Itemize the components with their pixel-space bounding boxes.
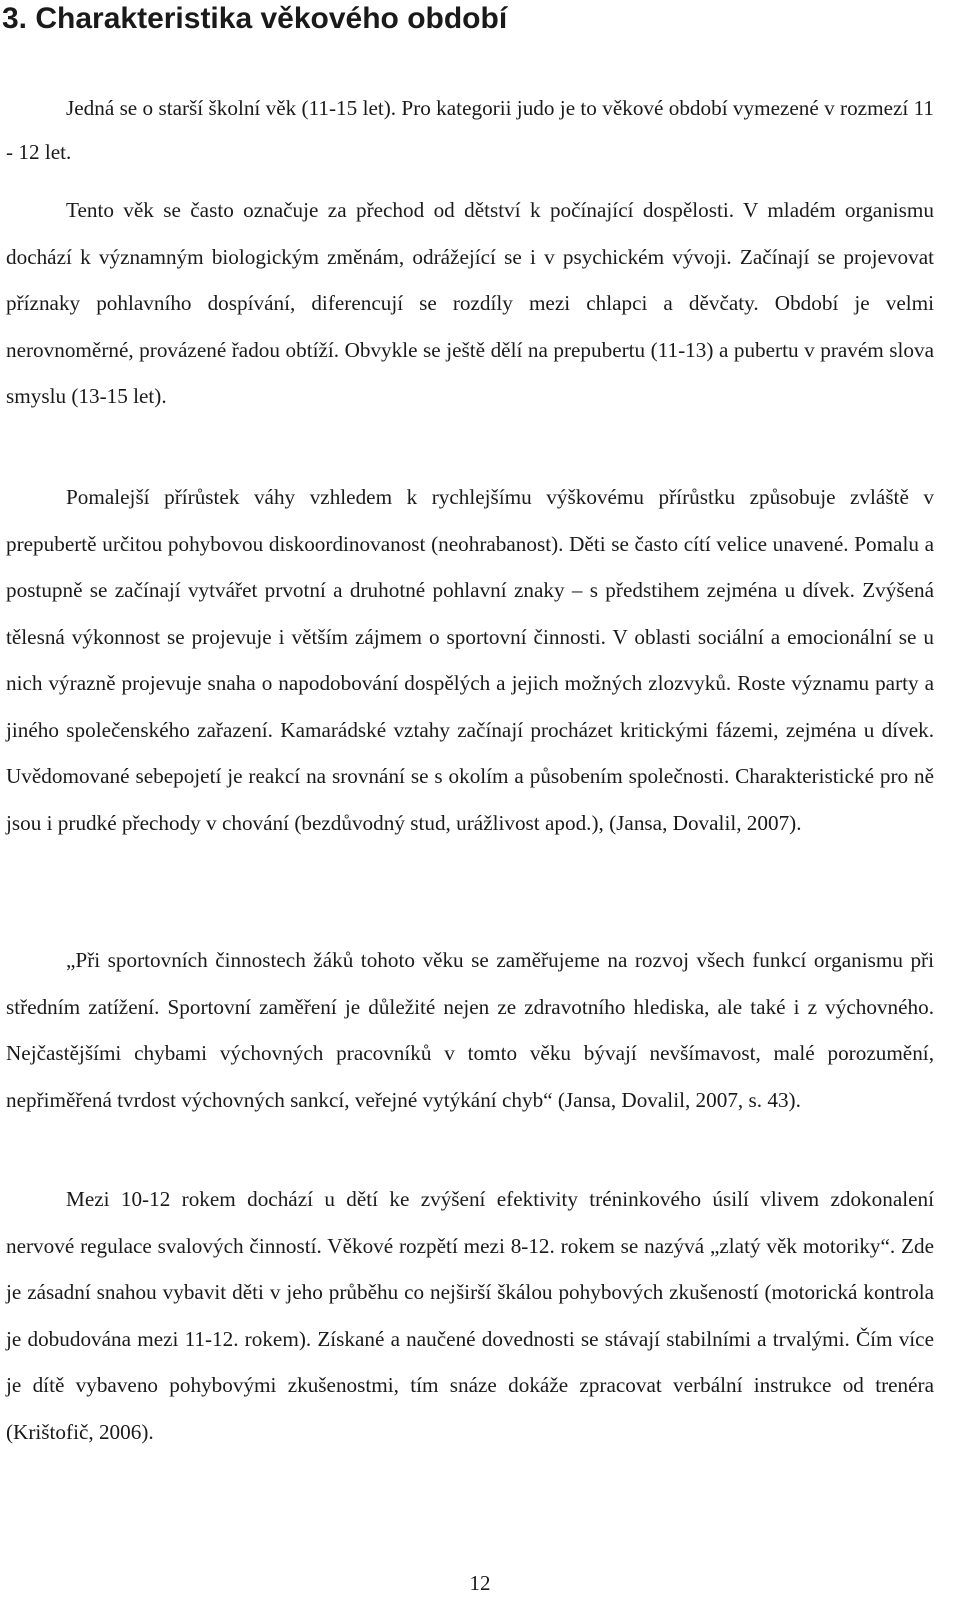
paragraph-motor-golden-age: Mezi 10-12 rokem dochází u dětí ke zvýšení efektivity tréninkového úsilí vlivem zdokonalení nervové regulace svalových činností. Věkové rozpětí mezi 8-12. rokem se nazývá „zlatý věk motoriky“. Zde je zásadní snahou vybavit děti v jeho průběhu co nejširší škálou pohybových zkušeností (motorická kontrola je dobudována mezi 11-12. rokem). Získané a naučené dovednosti se stávají stabilními a trvalými. Čím více je dítě vybaveno pohybovými zkušenostmi, tím snáze dokáže zpracovat verbální instrukce od trenéra (Krištofič, 2006). <box>6 1187 934 1444</box>
paragraph-age-definition: Jedná se o starší školní věk (11-15 let). Pro kategorii judo je to věkové období vymezené v rozmezí 11 - 12 let. <box>6 96 934 164</box>
section-heading: 3. Charakteristika věkového období <box>2 2 508 35</box>
page-number: 12 <box>469 1571 491 1595</box>
paragraph-physical-changes: Pomalejší přírůstek váhy vzhledem k rychlejšímu výškovému přírůstku způsobuje zvláště v prepubertě určitou pohybovou diskoordinovanost (neohrabanost). Děti se často cítí velice unavené. Pomalu a postupně se začínají vytvářet prvotní a druhotné pohlavní znaky – s předstihem zejména u dívek. Zvýšená tělesná výkonnost se projevuje i větším zájmem o sportovní činnosti. V oblasti sociální a emocionální se u nich výrazně projevuje snaha o napodobování dospělých a jejich možných zlozvyků. Roste významu party a jiného společenského zařazení. Kamarádské vztahy začínají procházet kritickými fázemi, zejména u dívek. Uvědomované sebepojetí je reakcí na srovnání se s okolím a působením společnosti. Charakteristické pro ně jsou i prudké přechody v chování (bezdůvodný stud, urážlivost apod.), (Jansa, Dovalil, 2007). <box>6 485 934 835</box>
paragraph-quote: „Při sportovních činnostech žáků tohoto věku se zaměřujeme na rozvoj všech funkcí organismu při středním zatížení. Sportovní zaměření je důležité nejen ze zdravotního hlediska, ale také i z výchovného. Nejčastějšími chybami výchovných pracovníků v tomto věku bývají nevšímavost, malé porozumění, nepřiměřená tvrdost výchovných sankcí, veřejné vytýkání chyb“ (Jansa, Dovalil, 2007, s. 43). <box>6 948 934 1112</box>
paragraph-transition: Tento věk se často označuje za přechod od dětství k počínající dospělosti. V mladém organismu dochází k významným biologickým změnám, odrážející se i v psychickém vývoji. Začínají se projevovat příznaky pohlavního dospívání, diferencují se rozdíly mezi chlapci a děvčaty. Období je velmi nerovnoměrné, provázené řadou obtíží. Obvykle se ještě dělí na prepubertu (11-13) a pubertu v pravém slova smyslu (13-15 let). <box>6 198 934 408</box>
